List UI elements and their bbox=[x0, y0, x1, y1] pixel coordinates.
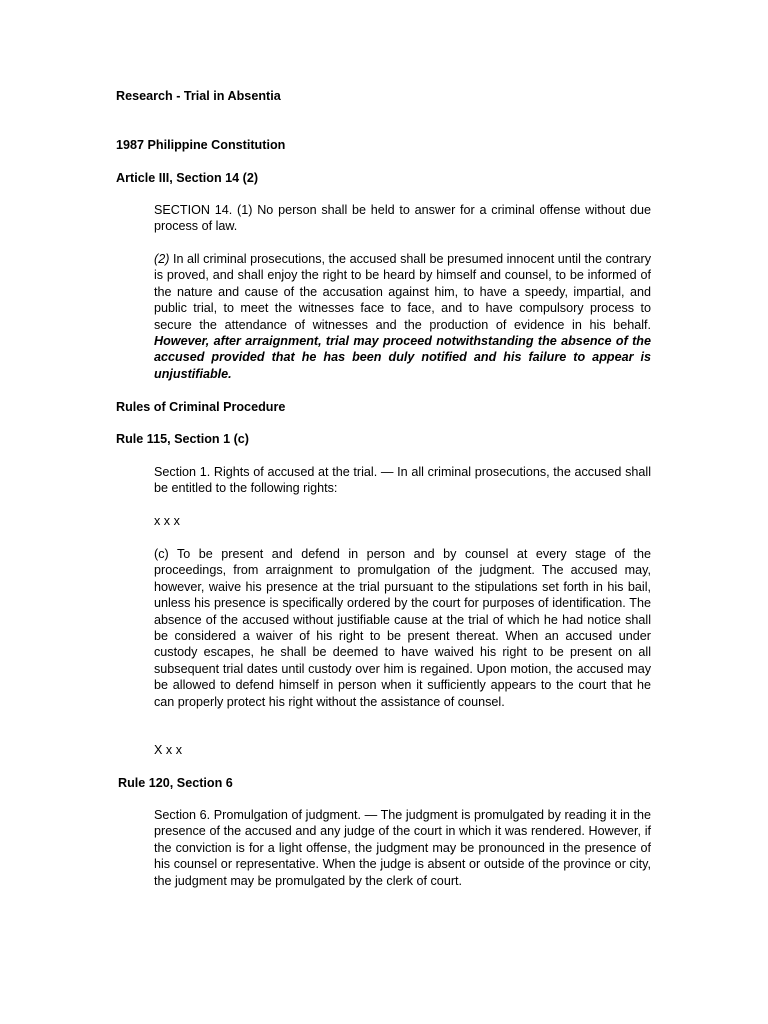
section14-number: (2) bbox=[154, 252, 170, 266]
section14-paragraph-2 bbox=[154, 251, 651, 382]
article-heading: Article III, Section 14 (2) bbox=[116, 171, 259, 185]
rule120-paragraph: Section 6. Promulgation of judgment. — The judgment is promulgated by reading it in the presence of the accused and any judge of the court in which it was rendered. However, if the conviction is for a light offense, the judgment may be pronounced in the presence of his counsel or representative. When the judge is absent or outside of the province or city, the judgment may be promulgated by the clerk of court. bbox=[154, 808, 651, 888]
rule120-heading: Rule 120, Section 6 bbox=[118, 776, 233, 790]
section14-bold-text: However, after arraignment, trial may proceed notwithstanding the absence of the accused provided that he has been duly notified and his failure to appear is unjustifiable. bbox=[154, 334, 651, 381]
section14-paragraph-1: SECTION 14. (1) No person shall be held to answer for a criminal offense without due process of law. bbox=[154, 203, 651, 234]
section14-text: In all criminal prosecutions, the accused shall be presumed innocent until the contrary is proved, and shall enjoy the right to be heard by himself and counsel, to be informed of the nature and cause of the accusation against him, to have a speedy, impartial, and public trial, to meet the witnesses face to face, and to have compulsory process to secure the attendance of witnesses and the production of evidence in his behalf. bbox=[154, 252, 651, 332]
rule115-heading: Rule 115, Section 1 (c) bbox=[116, 432, 249, 446]
document-title: Research - Trial in Absentia bbox=[116, 89, 281, 103]
ellipsis-1: x x x bbox=[154, 514, 180, 528]
rule115-paragraph-c: (c) To be present and defend in person and by counsel at every stage of the proceedings, from arraignment to promulgation of the judgment. The accused may, however, waive his presence at the trial pursuant to the stipulations set forth in his bail, unless his presence is specifically ordered by the court for purposes of identification. The absence of the accused without justifiable cause at the trial of which he had notice shall be considered a waiver of his right to be present thereat. When an accused under custody escapes, he shall be deemed to have waived his right to be present on all subsequent trial dates until custody over him is regained. Upon motion, the accused may be allowed to defend himself in person when it sufficiently appears to the court that he can properly protect his right without the assistance of counsel. bbox=[154, 547, 651, 709]
ellipsis-2: X x x bbox=[154, 743, 182, 757]
rules-heading: Rules of Criminal Procedure bbox=[116, 400, 286, 414]
rule115-paragraph-1: Section 1. Rights of accused at the trial. — In all criminal prosecutions, the accused shall be entitled to the following rights: bbox=[154, 465, 651, 496]
constitution-heading: 1987 Philippine Constitution bbox=[116, 138, 286, 152]
